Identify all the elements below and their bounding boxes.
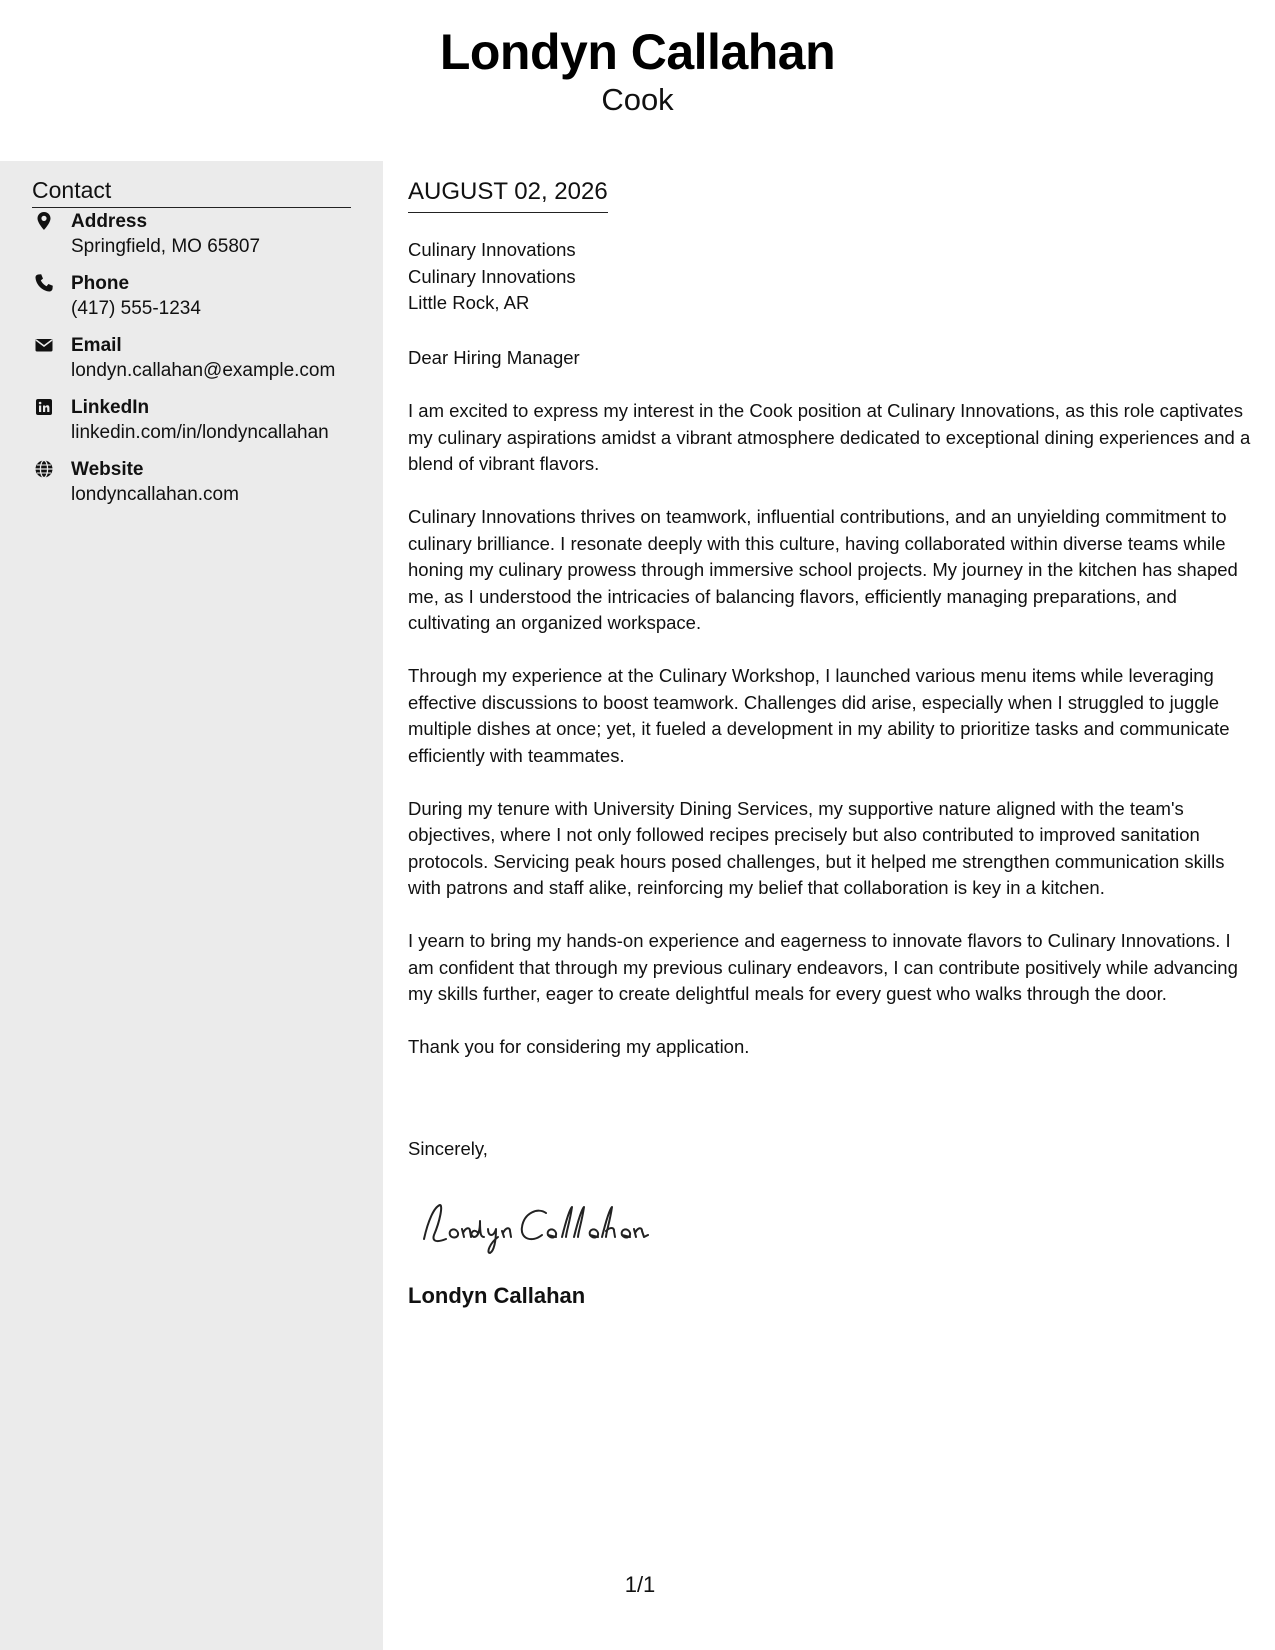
recipient-line: Culinary Innovations bbox=[408, 265, 576, 287]
contact-sidebar bbox=[0, 161, 383, 1650]
recipient-block bbox=[408, 237, 576, 317]
contact-value[interactable]: londyn.callahan@example.com bbox=[71, 360, 336, 381]
signer-name: Londyn Callahan bbox=[408, 1283, 586, 1308]
closing: Sincerely, bbox=[408, 1138, 488, 1159]
letter-header bbox=[0, 0, 1275, 160]
letter-paragraphs bbox=[408, 398, 1253, 1087]
linkedin-icon bbox=[34, 397, 54, 417]
map-pin-icon bbox=[34, 211, 54, 231]
contact-label: LinkedIn bbox=[71, 397, 150, 418]
applicant-role: Cook bbox=[601, 82, 674, 117]
paragraph: During my tenure with University Dining Services, my supportive nature aligned with the team's objectives, where I not only followed recipes precisely but also contributed to improved sanitation protocols. Servicing peak hours posed challenges, but it helped me strengthen communication skills with patrons and staff alike, reinforcing my belief that collaboration is key in a kitchen. bbox=[408, 797, 1225, 898]
contact-value: (417) 555-1234 bbox=[71, 298, 201, 319]
contact-heading: Contact bbox=[32, 175, 351, 208]
contact-label: Email bbox=[71, 335, 122, 356]
contact-label: Address bbox=[71, 211, 148, 232]
paragraph: Through my experience at the Culinary Workshop, I launched various menu items while leveraging effective discussions to boost teamwork. Challenges did arise, especially when I struggled to juggle multiple dishes at once; yet, it fueled a development in my ability to prioritize tasks and communicate efficiently with teammates. bbox=[408, 665, 1230, 766]
paragraph: I yearn to bring my hands-on experience and eagerness to innovate flavors to Culinary Innovations. I am confident that through my previous culinary endeavors, I can contribute positively while advancing my skills further, eager to create delightful meals for every guest who walks through the door. bbox=[408, 930, 1238, 1004]
contact-value[interactable]: linkedin.com/in/londyncallahan bbox=[71, 422, 329, 443]
handwritten-signature bbox=[410, 1191, 690, 1261]
phone-icon bbox=[34, 273, 54, 293]
paragraph: I am excited to express my interest in the Cook position at Culinary Innovations, as this role captivates my culinary aspirations amidst a vibrant atmosphere dedicated to exceptional dining experiences and a blend of vibrant flavors. bbox=[408, 400, 1251, 474]
paragraph: Thank you for considering my application. bbox=[408, 1036, 750, 1057]
paragraph: Culinary Innovations thrives on teamwork, influential contributions, and an unyielding commitment to culinary brilliance. I resonate deeply with this culture, having collaborated within diverse teams while honing my culinary prowess through immersive school projects. My journey in the kitchen has shaped me, as I understood the intricacies of balancing flavors, efficiently managing preparations, and cultivating an organized workspace. bbox=[408, 506, 1238, 633]
envelope-icon bbox=[34, 335, 54, 355]
greeting: Dear Hiring Manager bbox=[408, 347, 580, 368]
contact-value[interactable]: londyncallahan.com bbox=[71, 484, 239, 505]
recipient-line: Culinary Innovations bbox=[408, 239, 576, 260]
contact-label: Website bbox=[71, 459, 144, 480]
page-number: 1/1 bbox=[624, 1572, 656, 1597]
contact-item-website bbox=[32, 457, 372, 513]
applicant-name: Londyn Callahan bbox=[439, 24, 836, 80]
letter-date: AUGUST 02, 2026 bbox=[408, 177, 608, 213]
contact-value: Springfield, MO 65807 bbox=[71, 236, 261, 257]
contact-item-phone bbox=[32, 271, 372, 327]
contact-item-linkedin bbox=[32, 395, 372, 451]
recipient-line: Little Rock, AR bbox=[408, 292, 530, 313]
contact-item-address bbox=[32, 209, 372, 265]
contact-label: Phone bbox=[71, 273, 130, 294]
globe-icon bbox=[34, 459, 54, 479]
contact-item-email bbox=[32, 333, 372, 389]
